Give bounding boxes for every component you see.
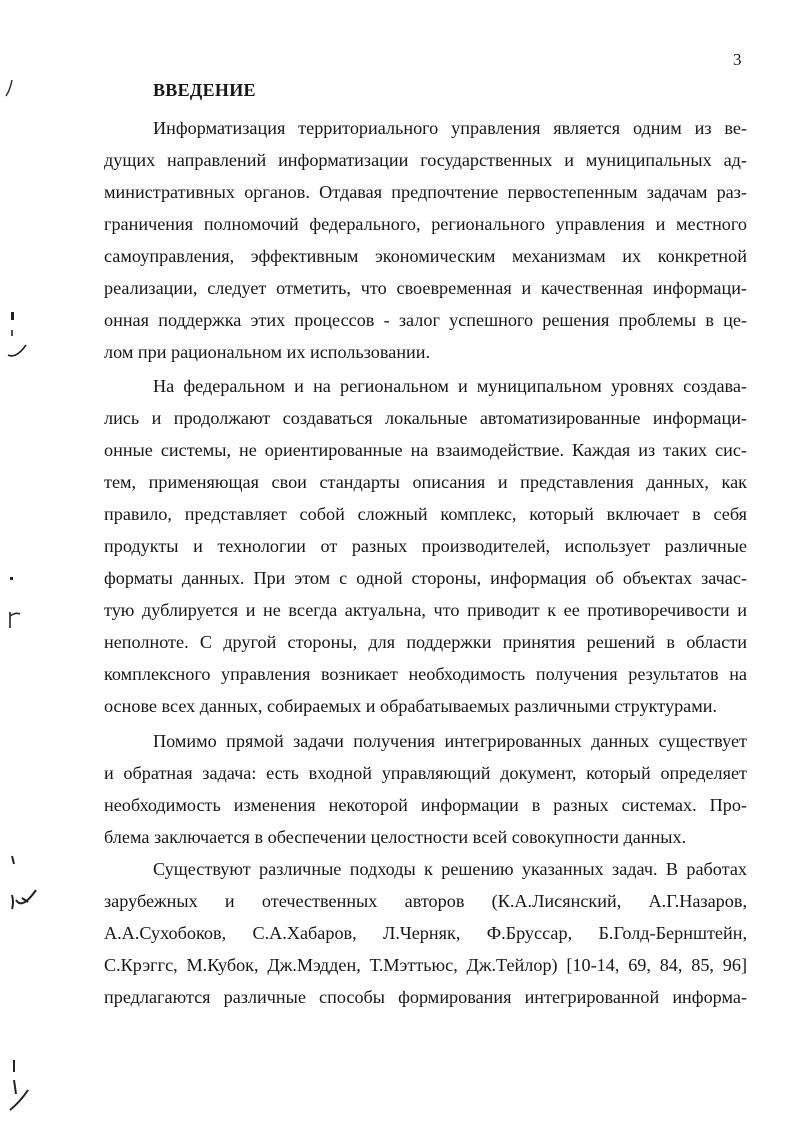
text-line: С.Крэггс, М.Кубок, Дж.Мэдден, Т.Мэттьюс, Дж.Тейлор) [10-14, 69, 84, 85, 96]: [104, 955, 747, 975]
text-line: онные системы, не ориентированные на взаимодействие. Каждая из таких сис-: [104, 440, 747, 460]
scan-mark: [11, 312, 14, 320]
text-line: лись и продолжают создаваться локальные автоматизированные информаци-: [104, 408, 747, 428]
scan-mark: [8, 330, 26, 356]
text-line: продукты и технологии от разных производителей, использует различные: [104, 536, 747, 556]
text-line: неполноте. С другой стороны, для поддержки принятия решений в области: [104, 632, 747, 652]
scan-mark: [12, 856, 14, 864]
text-line: комплексного управления возникает необходимость получения результатов на: [104, 664, 747, 684]
text-line: самоуправления, эффективным экономическим механизмам их конкретной: [104, 246, 747, 266]
scan-mark: [12, 890, 36, 909]
page-heading: ВВЕДЕНИЕ: [153, 80, 256, 100]
scan-mark: [10, 577, 13, 580]
text-line: основе всех данных, собираемых и обрабатываемых различными структурами.: [104, 696, 718, 716]
text-line: На федеральном и на региональном и муниципальном уровнях создава-: [153, 376, 747, 396]
scan-mark: [6, 80, 12, 96]
text-line: зарубежных и отечественных авторов (К.А.Лисянский, А.Г.Назаров,: [104, 891, 747, 911]
text-line: Информатизация территориального управления является одним из ве-: [153, 118, 747, 138]
text-line: необходимость изменения некоторой информации в разных системах. Про-: [104, 795, 747, 815]
page-number: 3: [733, 50, 742, 69]
text-line: А.А.Сухобоков, С.А.Хабаров, Л.Черняк, Ф.Бруссар, Б.Голд-Бернштейн,: [104, 923, 747, 943]
text-line: и обратная задача: есть входной управляющий документ, который определяет: [104, 763, 747, 783]
text-line: блема заключается в обеспечении целостности всей совокупности данных.: [104, 827, 687, 847]
text-line: реализации, следует отметить, что своевременная и качественная информаци-: [104, 278, 747, 298]
text-line: онная поддержка этих процессов - залог успешного решения проблемы в це-: [104, 310, 747, 330]
text-line: правило, представляет собой сложный комплекс, который включает в себя: [104, 504, 747, 524]
text-line: тую дублируется и не всегда актуальна, что приводит к ее противоречивости и: [104, 600, 747, 620]
scan-mark: [10, 1060, 28, 1110]
scan-mark: [10, 612, 20, 628]
text-line: тем, применяющая свои стандарты описания и представления данных, как: [104, 472, 747, 492]
text-line: лом при рациональном их использовании.: [104, 342, 431, 362]
text-line: министративных органов. Отдавая предпочтение первостепенным задачам раз-: [104, 182, 747, 202]
scan-margin-marks: [0, 0, 60, 1122]
text-line: форматы данных. При этом с одной стороны, информация об объектах зачас-: [104, 568, 747, 588]
text-line: Существуют различные подходы к решению указанных задач. В работах: [153, 859, 747, 879]
text-line: предлагаются различные способы формирования интегрированной информа-: [104, 987, 747, 1007]
text-line: дущих направлений информатизации государственных и муниципальных ад-: [104, 150, 747, 170]
text-line: граничения полномочий федерального, регионального управления и местного: [104, 214, 747, 234]
text-line: Помимо прямой задачи получения интегрированных данных существует: [153, 731, 747, 751]
